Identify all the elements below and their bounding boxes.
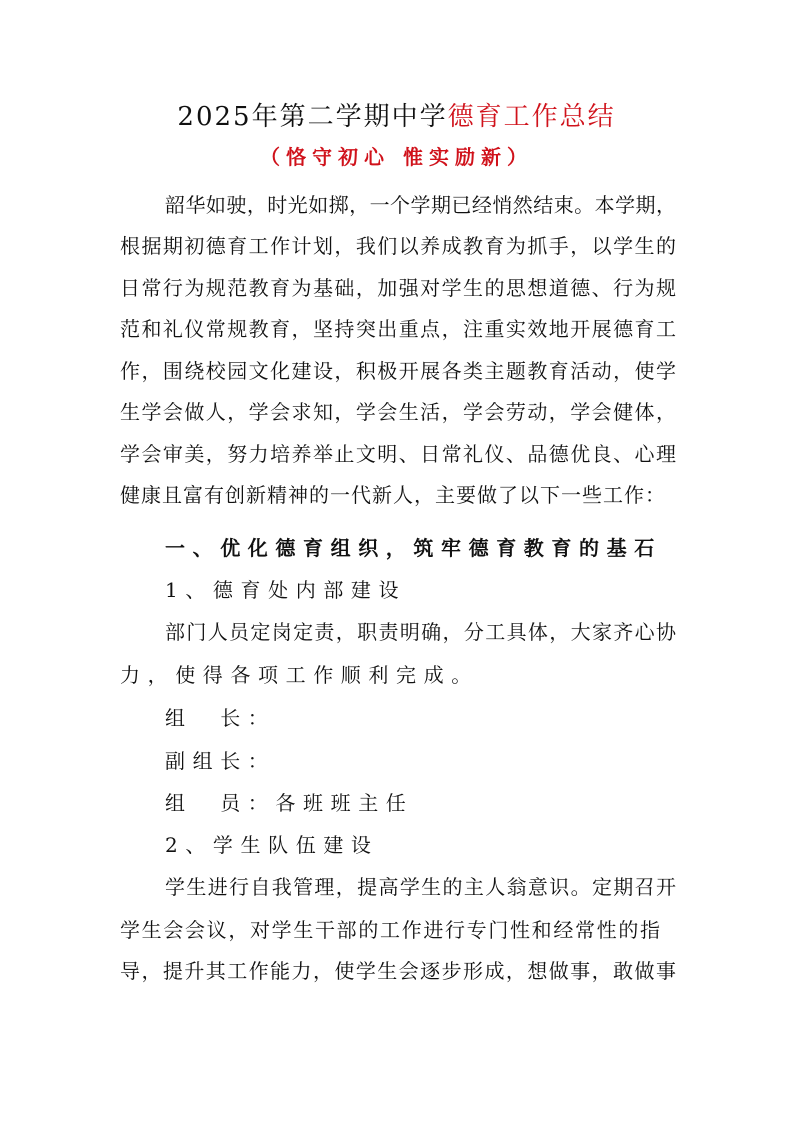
subsection-heading: 2、学生队伍建设 xyxy=(165,833,379,857)
subsection-heading: 1、德育处内部建设 xyxy=(165,578,407,602)
paragraph-line: 韶华如驶，时光如掷，一个学期已经悄然结束。本学期， xyxy=(165,193,676,217)
paragraph-line: 导，提升其工作能力，使学生会逐步形成，想做事，敢做事 xyxy=(120,959,676,983)
paragraph-line: 健康且富有创新精神的一代新人，主要做了以下一些工作： xyxy=(120,483,665,507)
paragraph-line: 范和礼仪常规教育，坚持突出重点，注重实效地开展德育工 xyxy=(120,317,676,341)
document-subtitle: （恪守初心 惟实励新） xyxy=(260,145,533,169)
paragraph-line: 学生进行自我管理，提高学生的主人翁意识。定期召开 xyxy=(165,875,676,899)
members-line: 组 员：各班班主任 xyxy=(165,791,414,815)
paragraph-line: 作，围绕校园文化建设，积极开展各类主题教育活动，使学 xyxy=(120,359,676,383)
section-heading: 一、优化德育组织，筑牢德育教育的基石 xyxy=(165,536,662,560)
deputy-line: 副组长： xyxy=(165,749,276,773)
paragraph-line: 学生会会议，对学生干部的工作进行专门性和经常性的指 xyxy=(120,918,660,942)
paragraph-line: 部门人员定岗定责，职责明确，分工具体，大家齐心协 xyxy=(165,620,676,644)
paragraph-line: 根据期初德育工作计划，我们以养成教育为抓手，以学生的 xyxy=(120,234,676,258)
leader-line: 组 长： xyxy=(165,706,276,730)
paragraph-line: 日常行为规范教育为基础，加强对学生的思想道德、行为规 xyxy=(120,276,676,300)
title-black: 2025年第二学期中学 xyxy=(177,102,448,132)
paragraph-line: 力，使得各项工作顺利完成。 xyxy=(120,663,479,687)
paragraph-line: 学会审美，努力培养举止文明、日常礼仪、品德优良、心理 xyxy=(120,442,676,466)
paragraph-line: 生学会做人，学会求知，学会生活，学会劳动，学会健体， xyxy=(120,400,676,424)
document-title xyxy=(0,101,793,133)
title-red: 德育工作总结 xyxy=(447,102,616,132)
